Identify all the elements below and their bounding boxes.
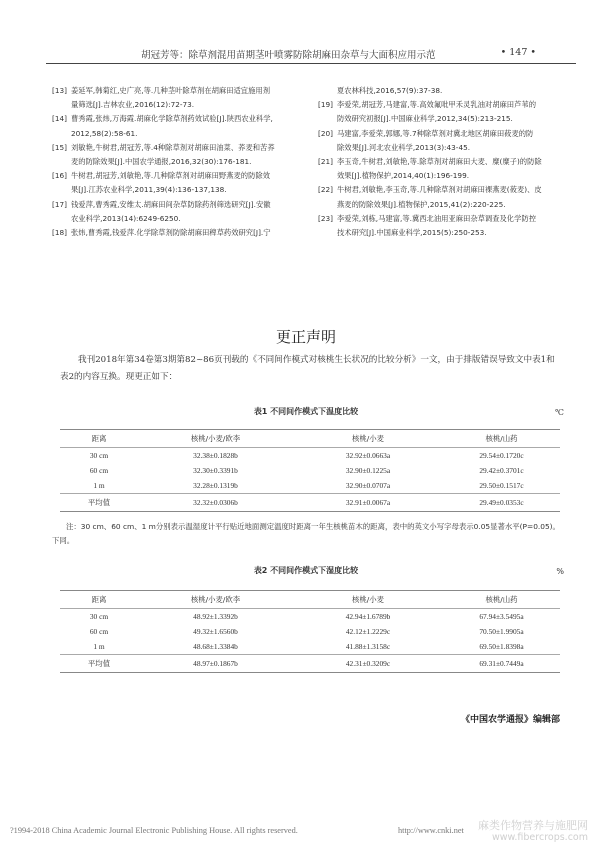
table2-cell: 42.12±1.2229c [345, 627, 391, 636]
copyright-text: ?1994-2018 China Academic Journal Electronic Publishing House. All rights reserved. [10, 826, 298, 835]
watermark-line1: 麻类作物营养与施肥网 [478, 819, 588, 832]
table1-row [60, 448, 560, 464]
reference-line [52, 226, 284, 240]
table1-cell: 平均值 [60, 494, 138, 512]
table1-cell: 1 m [93, 481, 105, 490]
reference-text: 燕麦的防除效果[J].植物保护,2015,41(2):220-225. [337, 199, 506, 209]
reference-line [318, 183, 550, 197]
table1-header-cell: 距离 [60, 430, 138, 448]
reference-text: 李爱荣,胡冠芳,马建富,等.高效氟吡甲禾灵乳油对胡麻田芦苇的 [337, 100, 536, 110]
reference-text: 夏农林科技,2016,57(9):37-38. [337, 86, 443, 95]
references-right-column [318, 84, 550, 240]
header-title: 胡冠芳等：除草剂混用苗期茎叶喷雾防除胡麻田杂草与大面积应用示范 [141, 50, 436, 61]
reference-line [52, 212, 284, 226]
table1-average-row [60, 494, 560, 512]
running-header [46, 47, 576, 64]
table1-header-row [60, 430, 560, 448]
table1-header-cell: 核桃/小麦 [293, 430, 443, 448]
table2-header-cell: 距离 [60, 591, 138, 609]
table2-cell: 67.94±3.5495a [479, 612, 524, 621]
table2-cell: 48.97±0.1867b [138, 655, 293, 673]
table1-cell: 32.30±0.3391b [193, 466, 238, 475]
table2-cell: 48.68±1.3384b [193, 642, 238, 651]
table2-row [60, 609, 560, 625]
reference-text: 李玉奇,牛树君,刘敏艳,等.除草剂对胡麻田大麦、糜(糜子)的防除 [337, 157, 542, 167]
table2-cell: 1 m [93, 642, 105, 651]
reference-text: 李爱荣,刘栋,马建富,等.冀西北油用亚麻田杂草调查及化学防控 [337, 213, 536, 223]
table1 [60, 429, 560, 512]
table1-header-cell: 核桃/小麦/欧李 [138, 430, 293, 448]
table1-cell: 30 cm [89, 451, 109, 460]
reference-line [52, 127, 284, 141]
table2-cell: 70.50±1.9905a [479, 627, 524, 636]
table2-cell: 42.94±1.6789b [345, 612, 391, 621]
reference-line [318, 127, 550, 141]
reference-text: 2012,58(2):58-61. [71, 128, 138, 138]
table2-cell: 42.31±0.3209c [293, 655, 443, 673]
reference-number: [18] [52, 228, 67, 238]
reference-number: [13] [52, 86, 67, 95]
reference-line [52, 98, 284, 112]
table1-cell: 32.28±0.1319b [193, 481, 238, 490]
table1-cell: 32.92±0.0663a [345, 451, 391, 460]
reference-line [52, 141, 284, 155]
reference-text: 果[J].江苏农业科学,2011,39(4):136-137,138. [71, 185, 227, 195]
reference-line [52, 155, 284, 169]
table1-cell: 32.32±0.0306b [138, 494, 293, 512]
table2-cell: 41.88±1.3158c [345, 642, 391, 651]
table2-header-cell: 核桃/小麦/欧李 [138, 591, 293, 609]
notice-title: 更正声明 [275, 328, 336, 346]
table2-header-cell: 核桃/小麦 [293, 591, 443, 609]
table1-cell: 32.91±0.0067a [293, 494, 443, 512]
watermark [478, 820, 588, 844]
cnki-link[interactable]: http://www.cnki.net [398, 826, 464, 835]
table2-title: 表2 不同间作模式下湿度比较 [253, 566, 359, 575]
table2-unit: % [556, 567, 564, 576]
reference-line [318, 155, 550, 169]
table1-cell: 32.38±0.1828b [193, 451, 238, 460]
reference-text: 牛树君,胡冠芳,刘敏艳,等.几种除草剂对胡麻田野燕麦的防除效 [71, 171, 270, 181]
reference-text: 刘敏艳,牛树君,胡冠芳,等.4种除草剂对胡麻田油菜、荞麦和苦荞 [71, 142, 275, 152]
reference-line [318, 198, 550, 212]
table1-cell: 32.90±0.0707a [345, 481, 391, 490]
notice-body: 我刊2018年第34卷第3期第82~86页刊载的《不同间作模式对核桃生长状况的比较分析》一文，由于排版错误导致文中表1和表2的内容互换。现更正如下： [60, 355, 555, 382]
reference-number: [22] [318, 185, 333, 195]
reference-line [318, 141, 550, 155]
table1-row [60, 463, 560, 478]
reference-number: [23] [318, 213, 333, 223]
table2-cell: 60 cm [89, 627, 109, 636]
reference-text: 钱爱萍,曹秀霞,安维太.胡麻田间杂草防除药剂筛选研究[J].安徽 [71, 199, 271, 209]
reference-line [318, 98, 550, 112]
reference-text: 牛树君,刘敏艳,李玉奇,等.几种除草剂对胡麻田裸燕麦(莜麦)、皮 [337, 185, 542, 195]
table2-cell: 30 cm [89, 612, 109, 621]
reference-text: 除效果[J].河北农业科学,2013(3):43-45. [337, 142, 471, 152]
reference-number: [20] [318, 128, 333, 138]
reference-line [318, 112, 550, 126]
reference-text: 农业科学,2013(14):6249-6250. [71, 213, 181, 223]
reference-text: 姜延军,韩菊红,史广亮,等.几种茎叶除草剂在胡麻田适宜施用剂 [71, 86, 270, 95]
table1-cell: 29.42±0.3701c [479, 466, 524, 475]
reference-number: [14] [52, 114, 67, 124]
table2 [60, 590, 560, 673]
table2-header-row [60, 591, 560, 609]
table1-cell: 29.50±0.1517c [479, 481, 524, 490]
reference-line [52, 169, 284, 183]
table1-cell: 29.49±0.0353c [443, 494, 560, 512]
reference-text: 量筛选[J].吉林农业,2016(12):72-73. [71, 100, 195, 110]
table1-row [60, 478, 560, 494]
reference-number: [17] [52, 199, 67, 209]
table1-unit: ℃ [555, 408, 564, 417]
reference-line [318, 169, 550, 183]
table2-row [60, 624, 560, 639]
table2-cell: 48.92±1.3392b [193, 612, 238, 621]
reference-line [52, 183, 284, 197]
table2-header-cell: 核桃/山药 [443, 591, 560, 609]
table1-header-cell: 核桃/山药 [443, 430, 560, 448]
table2-cell: 69.31±0.7449a [443, 655, 560, 673]
reference-line [52, 112, 284, 126]
table2-cell: 69.50±1.8398a [479, 642, 524, 651]
table1-title: 表1 不同间作模式下温度比较 [253, 407, 359, 416]
table1-cell: 60 cm [89, 466, 109, 475]
reference-line [52, 198, 284, 212]
reference-text: 马建富,李爱荣,郭娜,等.7种除草剂对冀北地区胡麻田莜麦的防 [337, 128, 534, 138]
reference-text: 张炜,曹秀霞,钱爱萍.化学除草剂防除胡麻田稗草药效研究[J].宁 [71, 228, 271, 238]
table2-average-row [60, 655, 560, 673]
page-number: • 147 • [500, 47, 536, 58]
table-note: 注：30 cm、60 cm、1 m分别表示温湿度计平行贴近地面测定温度时距离一年生核桃苗木的距离，表中的英文小写字母表示0.05显著水平(P=0.05)。下同。 [52, 522, 560, 545]
table1-cell: 32.90±0.1225a [345, 466, 391, 475]
reference-line [52, 84, 284, 98]
reference-number: [16] [52, 171, 67, 181]
reference-line [318, 212, 550, 226]
reference-text: 技术研究[J].中国麻业科学,2015(5):250-253. [337, 228, 487, 238]
reference-text: 曹秀霞,张炜,万海霞.胡麻化学除草剂药效试验[J].陕西农业科学, [71, 114, 273, 124]
reference-text: 麦的防除效果[J].中国农学通报,2016,32(30):176-181. [71, 157, 252, 167]
reference-text: 防效研究初报[J].中国麻业科学,2012,34(5):213-215. [337, 114, 513, 124]
reference-number: [15] [52, 142, 67, 152]
reference-number: [19] [318, 100, 333, 110]
references-left-column [52, 84, 284, 240]
table2-row [60, 639, 560, 655]
editorial-signature: 《中国农学通报》编辑部 [460, 715, 560, 725]
reference-text: 效果[J].植物保护,2014,40(1):196-199. [337, 171, 470, 181]
table2-cell: 49.32±1.6560b [193, 627, 238, 636]
watermark-line2: www.fibercrops.com [491, 832, 588, 843]
reference-line [318, 84, 550, 98]
table1-cell: 29.54±0.1720c [479, 451, 524, 460]
table2-cell: 平均值 [60, 655, 138, 673]
reference-line [318, 226, 550, 240]
reference-number: [21] [318, 157, 333, 167]
